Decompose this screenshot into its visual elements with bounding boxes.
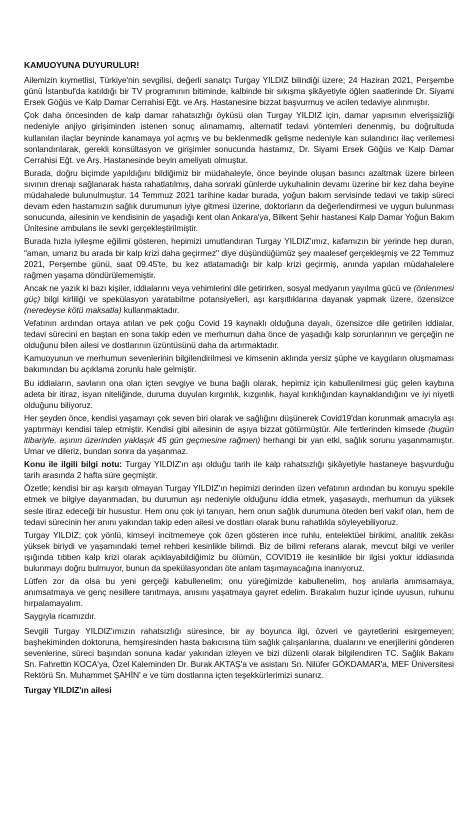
paragraph-2: Çok daha öncesinden de kalp damar rahatsızlığı öyküsü olan Turgay YILDIZ için, damar yapısının elverişsizliği nedeniyle anjiyo girişiminden istenen sonuç alınamamış, alternatif tedavi yöntemleri denenmiş, bu doğrultuda kullanılan ilaçlar beyninde kanamaya yol açmış ve bu beklenmedik gelişme nedeniyle kan sulandırıcı ilaç verilemesi sonlandırılarak, gerekli konsültasyon ve girişimler sonucunda hastamız, Dr. Siyami Ersek Göğüs ve Kalp Damar Cerrahisi Eğt. ve Arş. Hastanesinde beyin ameliyatı olmuştur. [24, 110, 454, 165]
paragraph-5 [24, 283, 454, 316]
paragraph-15: Sevgili Turgay YILDIZ'ımızın rahatsızlığı süresince, bir ay boyunca ilgi, özveri ve gayretlerini esirgemeyen; başhekiminden doktoruna, hemşiresinden hasta bakıcısına tüm sağlık çalışanlarına, dualarını ve enerjilerini gönderen sevenlerine, süreci başından sonuna kadar yakından izleyen ve bizi düzenli olarak bilgilendiren TC. Sağlık Bakanı Sn. Fahrettin KOCA'ya, Özel Kaleminden Dr. Burak AKTAŞ'a ve asistanı Sn. Nilüfer GÖKDAMAR'a, MEF Üniversitesi Rektörü Sn. Muhammet ŞAHİN' e ve tüm dostlarına içten teşekkürlerimizi sunarız. [24, 625, 454, 680]
paragraph-7: Kamuoyunun ve merhumun sevenlerinin bilgilendirilmesi ve kimsenin aklında yersiz şüphe ve kaygıların oluşmaması bakımından bu açıklama zorunlu hale gelmiştir. [24, 353, 454, 375]
paragraph-13: Lütfen zor da olsa bu yeni gerçeği kabullenelim; onu yüreğimizde kabullenelim, hoş anılarla anımsamaya, anımsatmaya ve genç nesillere tanıtmaya, anısını yaşatmaya gayret edelim. Bırakalım huzur içinde uyusun, ruhunu hırpalamayalım. [24, 576, 454, 609]
paragraph-14: Saygıyla ricamızdır. [24, 611, 97, 622]
paragraph-9 [24, 413, 454, 457]
paragraph-9-text-2: herhangi bir yan etki, sağlık sorunu yaşanmamıştır. Umar ve dileriz, bundan sonra da yaşanmaz. [24, 435, 454, 457]
paragraph-12: Turgay YILDIZ; çok yönlü, kimseyi incitmemeye çok özen gösteren ince ruhlu, entelektüel birikimi, analitik zekâsı yüksek biriydi ve yaşamındaki temel rehberi kesinlikle bilimdi. Biz de bilimi referans alarak, mevcut bilgi ve veriler ışığında tıbben kalp krizi olarak açıklayabildiğimiz bu ölümün, COVID19 ile kesinlikle bir ilgisi yoktur iddiasında bulunmayı doğru bulmuyor, bunun da spekülasyondan öte anlam taşımayacağına inanıyoruz. [24, 529, 454, 574]
paragraph-5-italic-2: (neredeyse kötü maksatla) [24, 304, 122, 315]
paragraph-11: Özetle; kendisi bir aşı karşıtı olmayan Turgay YILDIZ'ın hepimizi derinden üzen vefatının ardından bu konuyu spekile etmek ve bilgiye dayanmadan, bu durumun aşı nedeniyle olduğunu iddia etmek, yaşasaydı, merhumun da yüksek sesle itiraz edeceği bir husustur. Hem onu çok iyi tanıyan, hem onun sağlık durumuna öteden beri vakıf olan, hem de tedavi sürecinin her anını yakından takip eden ailesi ve dostları olarak bunu rahatlıkla söyleyebiliyoruz. [24, 483, 454, 527]
paragraph-8: Bu iddiaların, savların ona olan içten sevgiye ve buna bağlı olarak, hepimiz için kabullenilmesi güç gelen kaybına adeta bir itiraz, isyan niteliğinde, duruma duyulan kırgınlık, kızgınlık, hayal kırıklığından kaynaklandığını ve iyi niyetli olduğunu biliyoruz. [24, 377, 454, 410]
paragraph-6: Vefatının ardından ortaya atılan ve pek çoğu Covid 19 kaynaklı olduğuna dayalı, özensizce dile getirilen iddialar, tedavi sürecini en baştan en sona takip eden ve merhumun daha önce de yaşadığı kalp sorunlarının ve gerçeğin ne olduğunu bilen ailesi ve dostlarının üzüntüsünü daha da artırmaktadır. [24, 318, 454, 351]
document-heading: KAMUOYUNA DUYURULUR! [24, 60, 140, 70]
paragraph-5-text-1: Ancak ne yazık ki bazı kişiler, iddialarını veya vehimlerini dile getirirken, sosyal medyanın yayılma gücü ve [24, 282, 414, 293]
paragraph-5-text-2: bilgi kirliliği ve spekülasyon yaratabilme potansiyelleri, aşı karşıtlıklarına dayanak yapmak üzere, özensizce [40, 293, 454, 304]
paragraph-9-text-1: Her şeyden önce, kendisi yaşamayı çok seven biri olarak ve sağlığını düşünerek Covid19'dan korunmak amacıyla aşı yaptırmayı kendisi talep etmiştir. Kendisi gibi ailesinin de aşıya bizzat götürmüştür. Aile fertlerinden kimsede [24, 412, 454, 434]
paragraph-5-italic-1: (önlenmesi güç) [24, 282, 454, 304]
paragraph-3: Burada, doğru biçimde yapıldığını bildiğimiz bir müdahaleyle, önce beyinde oluşan basıncı azaltmak üzere birleen sıvının drenajı sağlanarak hasta rahatlatılmış, daha sonraki günlerde uykuhalinin devamı üzerine bir kez daha beyine müdahalede bulunulmuştur. 14 Temmuz 2021 tarihine kadar burada, yoğun bakım servisinde tedavi ve takip süreci devam eden hastamızın sağlık durumunun iyiye gitmesi üzerine, doktorların da değerlendirmesi ve uygun bulunması sonucunda, ailesinin ve kendisinin de yaşadığı kent olan Ankara'ya, Bilkent Şehir hastanesi Kalp Damar Yoğun Bakım Ünitesine ambulans ile sevki gerçekleştirilmiştir. [24, 167, 454, 234]
paragraph-5-text-3: kullanmaktadır. [121, 304, 180, 315]
info-note-text: Turgay YILDIZ'ın aşı olduğu tarih ile kalp rahatsızlığı şikâyetiyle hastaneye başvurduğu tarih arasında 2 hafta süre geçmiştir. [24, 459, 454, 481]
signature-line: Turgay YILDIZ'ın ailesi [24, 684, 112, 695]
paragraph-10 [24, 459, 454, 481]
info-note-label: Konu ile ilgili bilgi notu: [24, 459, 123, 470]
paragraph-1: Ailemizin kıymetlisi, Türkiye'nin sevgilisi, değerli sanatçı Turgay YILDIZ bilindiği üzere; 24 Haziran 2021, Perşembe günü İstanbul'da katıldığı bir TV programının bitiminde, kalbinde bir sıkışma şikâyetiyle öğlen saatlerinde Dr. Siyami Ersek Göğüs ve Kalp Damar Cerrahisi Eğt. ve Arş. Hastanesine bizzat başvurmuş ve acilen tedaviye alınmıştır. [24, 75, 454, 108]
paragraph-9-italic: (bugün itibariyle, aşının üzerinden yaklaşık 45 gün geçmesine rağmen) [24, 423, 454, 445]
paragraph-4: Burada hızla iyileşme eğilimi gösteren, hepimizi umutlandıran Turgay YILDIZ'ımız, kafamızın bir yerinde hep duran, "aman, umarız bu arada bir kalp krizi daha geçirmez" diye düşündüğümüz şey maalesef gerçekleşmiş ve 22 Temmuz 2021, Perşembe günü, saat 09.45'te, bu kez atlatamadığı bir kalp krizi geçirmiş, anında yapılan müdahalelere rağmen yaşama döndürülememiştir. [24, 236, 454, 280]
